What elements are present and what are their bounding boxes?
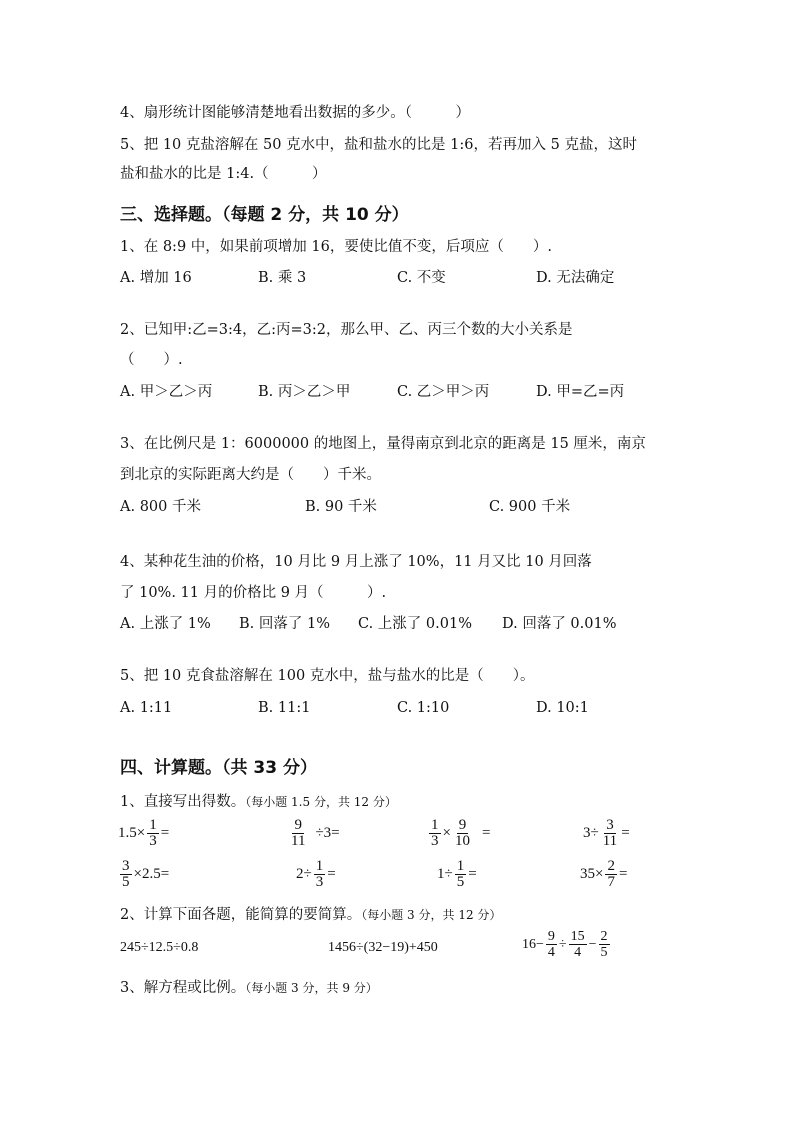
denominator: 4: [547, 945, 555, 960]
calc-question-3-text: 3、解方程或比例。: [120, 980, 246, 996]
mc3-option-c: C. 900 千米: [489, 499, 571, 515]
quick-calc-r2c4: [580, 859, 627, 890]
mc-question-3-line2: 到北京的实际距离大约是（ ）千米。: [120, 467, 381, 483]
mc1-option-d: D. 无法确定: [536, 270, 615, 286]
fraction: [453, 818, 472, 849]
mc2-option-a: A. 甲＞乙＞丙: [120, 384, 213, 400]
calc-question-2: [120, 905, 501, 925]
expr-text: ÷3=: [315, 825, 340, 841]
mc-question-4-line2: 了 10%. 11 月的价格比 9 月（ ）.: [120, 585, 387, 601]
fraction: [429, 818, 441, 849]
calc-question-1: [120, 792, 397, 812]
numerator: 9: [294, 817, 302, 833]
fraction: [147, 818, 159, 849]
mc5-option-c: C. 1:10: [397, 700, 450, 716]
mc1-option-a: A. 增加 16: [120, 270, 192, 286]
fraction: [455, 859, 467, 890]
denominator: 5: [456, 874, 465, 890]
denominator: 3: [315, 874, 324, 890]
mc2-option-d: D. 甲=乙=丙: [536, 384, 625, 400]
mc-question-3-line1: 3、在比例尺是 1：6000000 的地图上，量得南京到北京的距离是 15 厘米，南京: [120, 436, 646, 452]
mc2-option-b: B. 丙＞乙＞甲: [258, 384, 351, 400]
numerator: 9: [547, 929, 555, 944]
expr-text: =: [618, 866, 628, 882]
numerator: 1: [315, 858, 324, 874]
denominator: 5: [122, 874, 130, 890]
calc-question-3-note: （每小题 3 分，共 9 分）: [245, 981, 378, 995]
quick-calc-r2c3: [437, 859, 477, 890]
mc5-option-b: B. 11:1: [258, 700, 311, 716]
mc-question-2-line2: （ ）.: [120, 352, 183, 368]
calc-expression-1: 245÷12.5÷0.8: [120, 940, 199, 955]
expr-text: =: [621, 825, 630, 841]
expr-text: −: [588, 936, 597, 952]
mc-question-2-line1: 2、已知甲:乙=3:4，乙:丙=3:2，那么甲、乙、丙三个数的大小关系是: [120, 322, 573, 338]
numerator: 9: [458, 817, 467, 833]
denominator: 3: [149, 833, 157, 849]
denominator: 3: [431, 833, 439, 849]
numerator: 1: [431, 817, 439, 833]
mc5-option-d: D. 10:1: [536, 700, 589, 716]
quick-calc-r2c2: [296, 859, 336, 890]
quick-calc-r2c1: [118, 859, 169, 890]
fraction: [289, 818, 307, 849]
expr-text: =: [327, 866, 336, 882]
expr-text: 16−: [522, 936, 544, 952]
fraction: [599, 929, 610, 960]
expr-text: 1.5×: [118, 825, 146, 841]
quick-calc-r1c2: [287, 818, 340, 849]
numerator: 1: [149, 817, 157, 833]
mc-question-5: 5、把 10 克食盐溶解在 100 克水中，盐与盐水的比是（ ）。: [120, 668, 535, 684]
quick-calc-r1c4: [583, 818, 630, 849]
expr-text: ×2.5=: [133, 866, 170, 882]
numerator: 2: [607, 858, 615, 874]
denominator: 5: [600, 945, 608, 960]
numerator: 15: [570, 929, 585, 944]
section-3-title: 三、选择题。（每题 2 分，共 10 分）: [120, 205, 409, 225]
fraction: [569, 929, 587, 960]
expr-text: ×: [442, 825, 451, 841]
fraction: [314, 859, 326, 890]
quick-calc-r1c3: [427, 818, 490, 849]
quick-calc-r1c1: [118, 818, 169, 849]
calc-question-1-note: （每小题 1.5 分，共 12 分）: [245, 795, 397, 809]
denominator: 11: [291, 833, 306, 849]
calc-expression-3: [522, 929, 612, 960]
mc5-option-a: A. 1:11: [120, 700, 173, 716]
mc4-option-c: C. 上涨了 0.01%: [358, 616, 472, 632]
mc4-option-d: D. 回落了 0.01%: [502, 616, 617, 632]
mc4-option-b: B. 回落了 1%: [239, 616, 330, 632]
mc-question-1: 1、在 8:9 中，如果前项增加 16，要使比值不变，后项应（ ）.: [120, 239, 552, 255]
expr-text: =: [468, 866, 477, 882]
calc-question-1-text: 1、直接写出得数。: [120, 794, 246, 810]
expr-text: ÷: [558, 936, 567, 952]
calc-question-2-note: （每小题 3 分，共 12 分）: [361, 908, 502, 922]
mc2-option-c: C. 乙＞甲＞丙: [397, 384, 490, 400]
mc3-option-b: B. 90 千米: [305, 499, 377, 515]
mc4-option-a: A. 上涨了 1%: [120, 616, 211, 632]
numerator: 3: [606, 817, 614, 833]
fraction: [120, 859, 132, 890]
calc-question-2-text: 2、计算下面各题，能简算的要简算。: [120, 907, 362, 923]
numerator: 2: [600, 929, 608, 944]
tf-question-5-line2: 盐和盐水的比是 1:4.（ ）: [120, 166, 327, 182]
mc-question-4-line1: 4、某种花生油的价格，10 月比 9 月上涨了 10%，11 月又比 10 月回落: [120, 554, 592, 570]
fraction: [546, 929, 557, 960]
denominator: 10: [454, 833, 470, 849]
expr-text: 2÷: [296, 866, 312, 882]
fraction: [605, 859, 617, 890]
expr-text: 1÷: [437, 866, 453, 882]
denominator: 11: [602, 833, 618, 849]
expr-text: 35×: [580, 866, 604, 882]
tf-question-4: 4、扇形统计图能够清楚地看出数据的多少。（ ）: [120, 105, 470, 121]
calc-expression-2: 1456÷(32−19)+450: [328, 940, 438, 955]
expr-text: =: [481, 825, 491, 841]
mc1-option-c: C. 不变: [397, 270, 446, 286]
denominator: 7: [607, 874, 615, 890]
tf-question-5-line1: 5、把 10 克盐溶解在 50 克水中，盐和盐水的比是 1:6，若再加入 5 克盐，这时: [120, 137, 637, 153]
mc3-option-a: A. 800 千米: [120, 499, 201, 515]
numerator: 1: [456, 858, 465, 874]
expr-text: =: [160, 825, 170, 841]
section-4-title: 四、计算题。（共 33 分）: [120, 758, 317, 778]
fraction: [601, 818, 619, 849]
denominator: 4: [574, 945, 582, 960]
calc-question-3: [120, 978, 378, 998]
mc1-option-b: B. 乘 3: [258, 270, 307, 286]
expr-text: 3÷: [583, 825, 599, 841]
numerator: 3: [122, 858, 130, 874]
